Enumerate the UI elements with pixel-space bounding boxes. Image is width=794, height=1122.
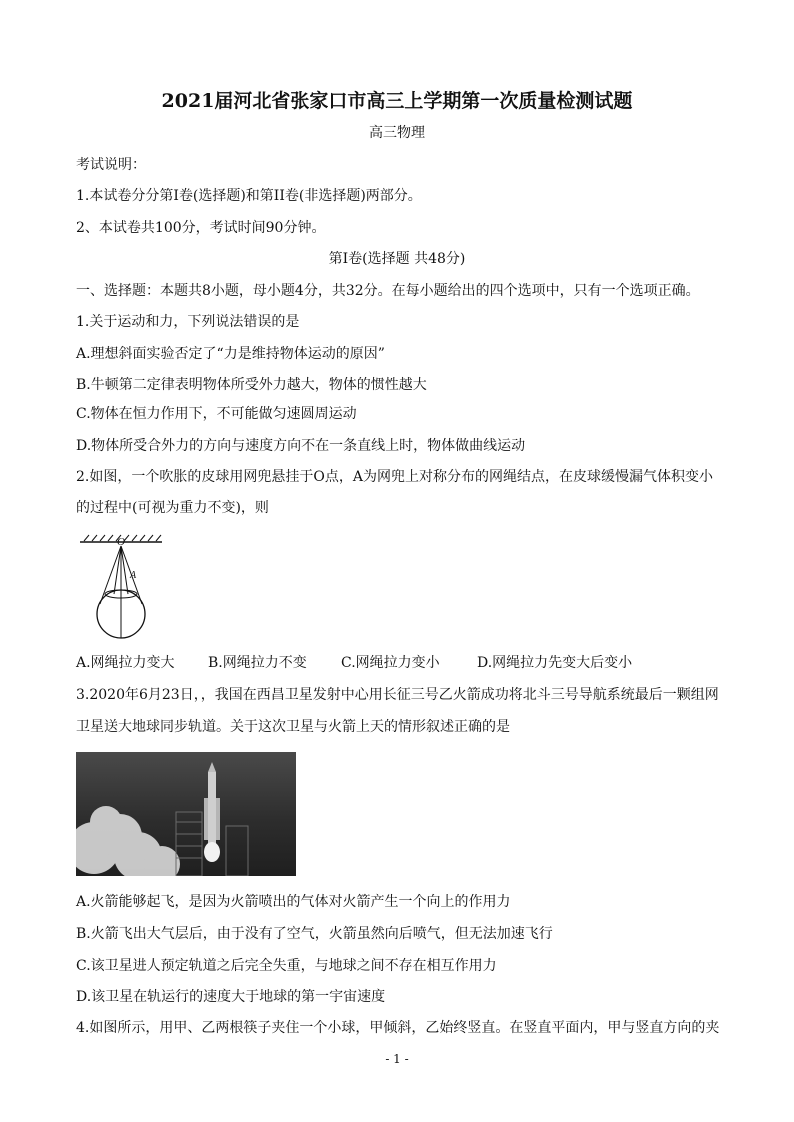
net-strings [100, 546, 142, 638]
section-instruction: 一、选择题：本题共8小题，母小题4分，共32分。在每小题给出的四个选项中，只有一个选项正确。 [76, 283, 700, 299]
question-3-option-c: C.该卫星进人预定轨道之后完全失重，与地球之间不存在相互作用力 [76, 958, 497, 974]
instruction-item-1: 1.本试卷分分第I卷(选择题)和第II卷(非选择题)两部分。 [76, 188, 422, 204]
question-2-option-c: C.网绳拉力变小 [341, 655, 440, 671]
net-bag-diagram [76, 532, 166, 642]
question-2-option-a: A.网绳拉力变大 [76, 655, 175, 671]
question-3-option-d: D.该卫星在轨运行的速度大于地球的第一宇宙速度 [76, 989, 386, 1005]
point-a-label: A [130, 570, 137, 581]
rocket-icon [204, 762, 220, 862]
question-2-options [76, 654, 632, 672]
question-2-option-d: D.网绳拉力先变大后变小 [477, 655, 633, 671]
page-number: - 1 - [385, 1052, 409, 1066]
question-1-option-d: D.物体所受合外力的方向与速度方向不在一条直线上时，物体做曲线运动 [76, 438, 526, 454]
exam-title: 2021届河北省张家口市高三上学期第一次质量检测试题 [161, 90, 633, 112]
instruction-item-2: 2、本试卷共100分，考试时间90分钟。 [76, 220, 326, 236]
instructions-heading: 考试说明： [76, 157, 146, 173]
question-3-stem-line-1: 3.2020年6月23日，，我国在西昌卫星发射中心用长征三号乙火箭成功将北斗三号导航系统最后一颗组网 [76, 687, 719, 703]
question-2-stem-line-1: 2.如图，一个吹胀的皮球用网兜悬挂于O点，A为网兜上对称分布的网绳结点，在皮球缓慢漏气体积变小 [76, 469, 713, 485]
point-o-label: O [117, 536, 125, 548]
question-1-option-b: B.牛顿第二定律表明物体所受外力越大，物体的惯性越大 [76, 377, 427, 393]
question-2-stem-line-2: 的过程中(可视为重力不变)，则 [76, 500, 269, 516]
question-1-option-a: A.理想斜面实验否定了“力是维持物体运动的原因” [76, 346, 385, 362]
question-3-stem-line-2: 卫星送大地球同步轨道。关于这次卫星与火箭上天的情形叙述正确的是 [76, 719, 510, 735]
subject-label: 高三物理 [369, 125, 425, 141]
smoke-cloud [76, 806, 180, 876]
question-1-option-c: C.物体在恒力作用下，不可能做匀速圆周运动 [76, 406, 357, 422]
question-3-option-b: B.火箭飞出大气层后，由于没有了空气，火箭虽然向后喷气，但无法加速飞行 [76, 926, 553, 942]
rocket-launch-illustration [76, 752, 296, 876]
rocket-launch-photo [76, 752, 296, 876]
question-4-stem-line-1: 4.如图所示，用甲、乙两根筷子夹住一个小球，甲倾斜，乙始终竖直。在竖直平面内，甲与竖直方向的夹 [76, 1020, 720, 1036]
section-heading: 第I卷(选择题 共48分) [328, 251, 466, 267]
question-2-option-b: B.网绳拉力不变 [208, 655, 307, 671]
question-3-option-a: A.火箭能够起飞，是因为火箭喷出的气体对火箭产生一个向上的作用力 [76, 894, 511, 910]
question-1-stem: 1.关于运动和力，下列说法错误的是 [76, 314, 300, 330]
